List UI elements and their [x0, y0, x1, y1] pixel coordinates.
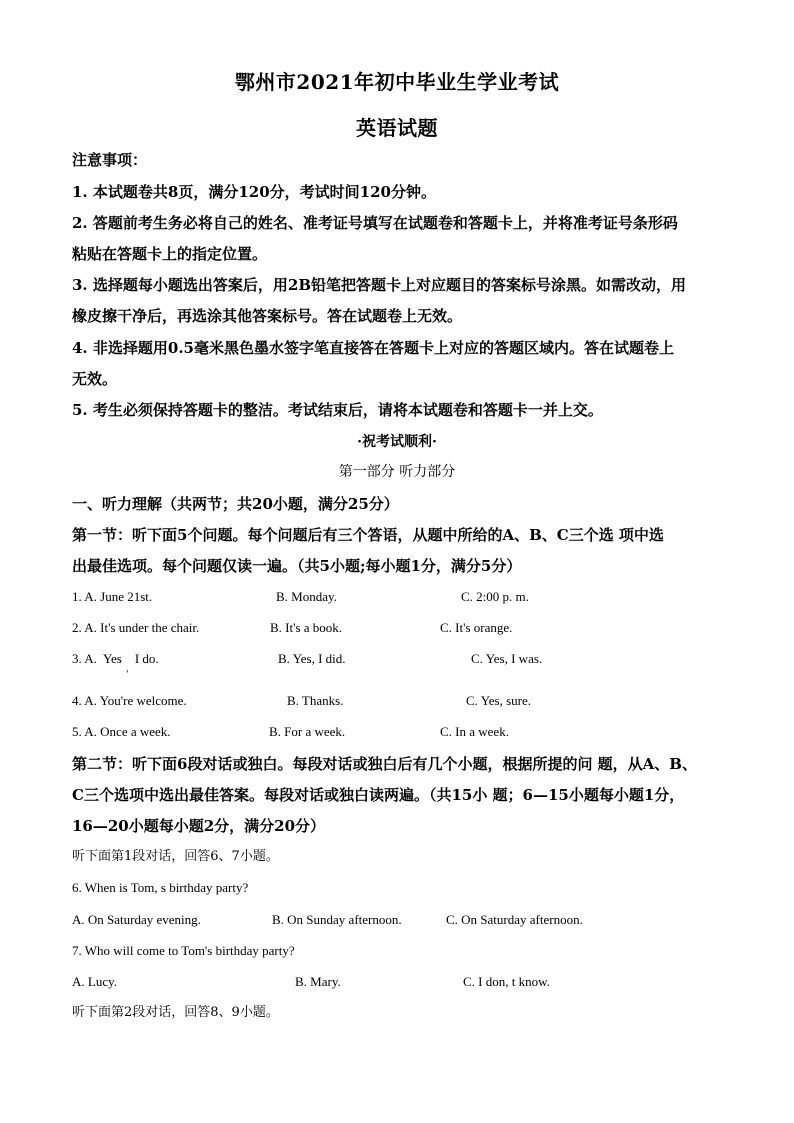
q1-option-c: C. 2:00 p. m.	[461, 589, 529, 604]
notice-line: 无效。	[72, 370, 118, 388]
section2-intro: 第二节：听下面6段对话或独白。每段对话或独白后有几个小题，根据所提的问 题，从A、B、	[72, 755, 697, 773]
q3-option-a: 3. A. Yes I do.	[72, 651, 159, 666]
q7-option-a: A. Lucy.	[72, 974, 118, 989]
q1-option-a: 1. A. June 21st.	[72, 589, 153, 604]
q6-option-c: C. On Saturday afternoon.	[446, 912, 583, 927]
q4-option-b: B. Thanks.	[287, 693, 344, 708]
stray-mark: '	[126, 670, 129, 680]
q2-option-c: C. It's orange.	[440, 620, 513, 635]
notice-line: 1. 本试题卷共8页，满分120分，考试时间120分钟。	[72, 183, 436, 201]
notice-heading: 注意事项：	[72, 151, 148, 169]
q6-option-b: B. On Sunday afternoon.	[272, 912, 402, 927]
section1-intro: 第一节：听下面5个问题。每个问题后有三个答语，从题中所给的A、B、C三个选 项中选	[72, 526, 664, 544]
q1-option-b: B. Monday.	[276, 589, 337, 604]
q5-option-b: B. For a week.	[269, 724, 346, 739]
q2-option-a: 2. A. It's under the chair.	[72, 620, 200, 635]
q3-option-c: C. Yes, I was.	[471, 651, 543, 666]
q6-stem: 6. When is Tom, s birthday party?	[72, 880, 249, 895]
notice-line: 5. 考生必须保持答题卡的整洁。考试结束后，请将本试题卷和答题卡一并上交。	[72, 401, 603, 419]
section2-intro: 16—20小题每小题2分，满分20分）	[72, 817, 326, 835]
blessing: ·祝考试顺利·	[357, 434, 437, 450]
section2-intro: C三个选项中选出最佳答案。每段对话或独白读两遍。（共15小 题；6—15小题每小题1分，	[72, 786, 685, 804]
q7-option-c: C. I don, t know.	[463, 974, 550, 989]
q6-option-a: A. On Saturday evening.	[72, 912, 201, 927]
exam-title: 鄂州市2021年初中毕业生学业考试	[234, 70, 560, 94]
q4-option-a: 4. A. You're welcome.	[72, 693, 187, 708]
dialog2-intro: 听下面第2段对话，回答8、9小题。	[72, 1005, 279, 1020]
notice-line: 2. 答题前考生务必将自己的姓名、准考证号填写在试题卷和答题卡上，并将准考证号条形码	[72, 214, 678, 232]
notice-line: 3. 选择题每小题选出答案后，用2B铅笔把答题卡上对应题目的答案标号涂黑。如需改动，用	[72, 276, 687, 294]
q5-option-a: 5. A. Once a week.	[72, 724, 171, 739]
section1-intro: 出最佳选项。每个问题仅读一遍。（共5小题;每小题1分，满分5分）	[72, 557, 522, 575]
q2-option-b: B. It's a book.	[270, 620, 343, 635]
section1-heading: 一、听力理解（共两节；共20小题，满分25分）	[72, 495, 399, 513]
notice-line: 粘贴在答题卡上的指定位置。	[72, 245, 268, 263]
dialog1-intro: 听下面第1段对话，回答6、7小题。	[72, 849, 279, 864]
q4-option-c: C. Yes, sure.	[466, 693, 532, 708]
notice-line: 橡皮擦干净后，再选涂其他答案标号。答在试题卷上无效。	[72, 307, 463, 325]
q7-option-b: B. Mary.	[295, 974, 341, 989]
part-title: 第一部分 听力部分	[338, 464, 456, 480]
notice-line: 4. 非选择题用0.5毫米黑色墨水签字笔直接答在答题卡上对应的答题区域内。答在试题卷上	[72, 339, 674, 357]
q7-stem: 7. Who will come to Tom's birthday party?	[72, 943, 295, 958]
q3-option-b: B. Yes, I did.	[278, 651, 346, 666]
exam-subtitle: 英语试题	[356, 116, 438, 140]
q5-option-c: C. In a week.	[440, 724, 509, 739]
